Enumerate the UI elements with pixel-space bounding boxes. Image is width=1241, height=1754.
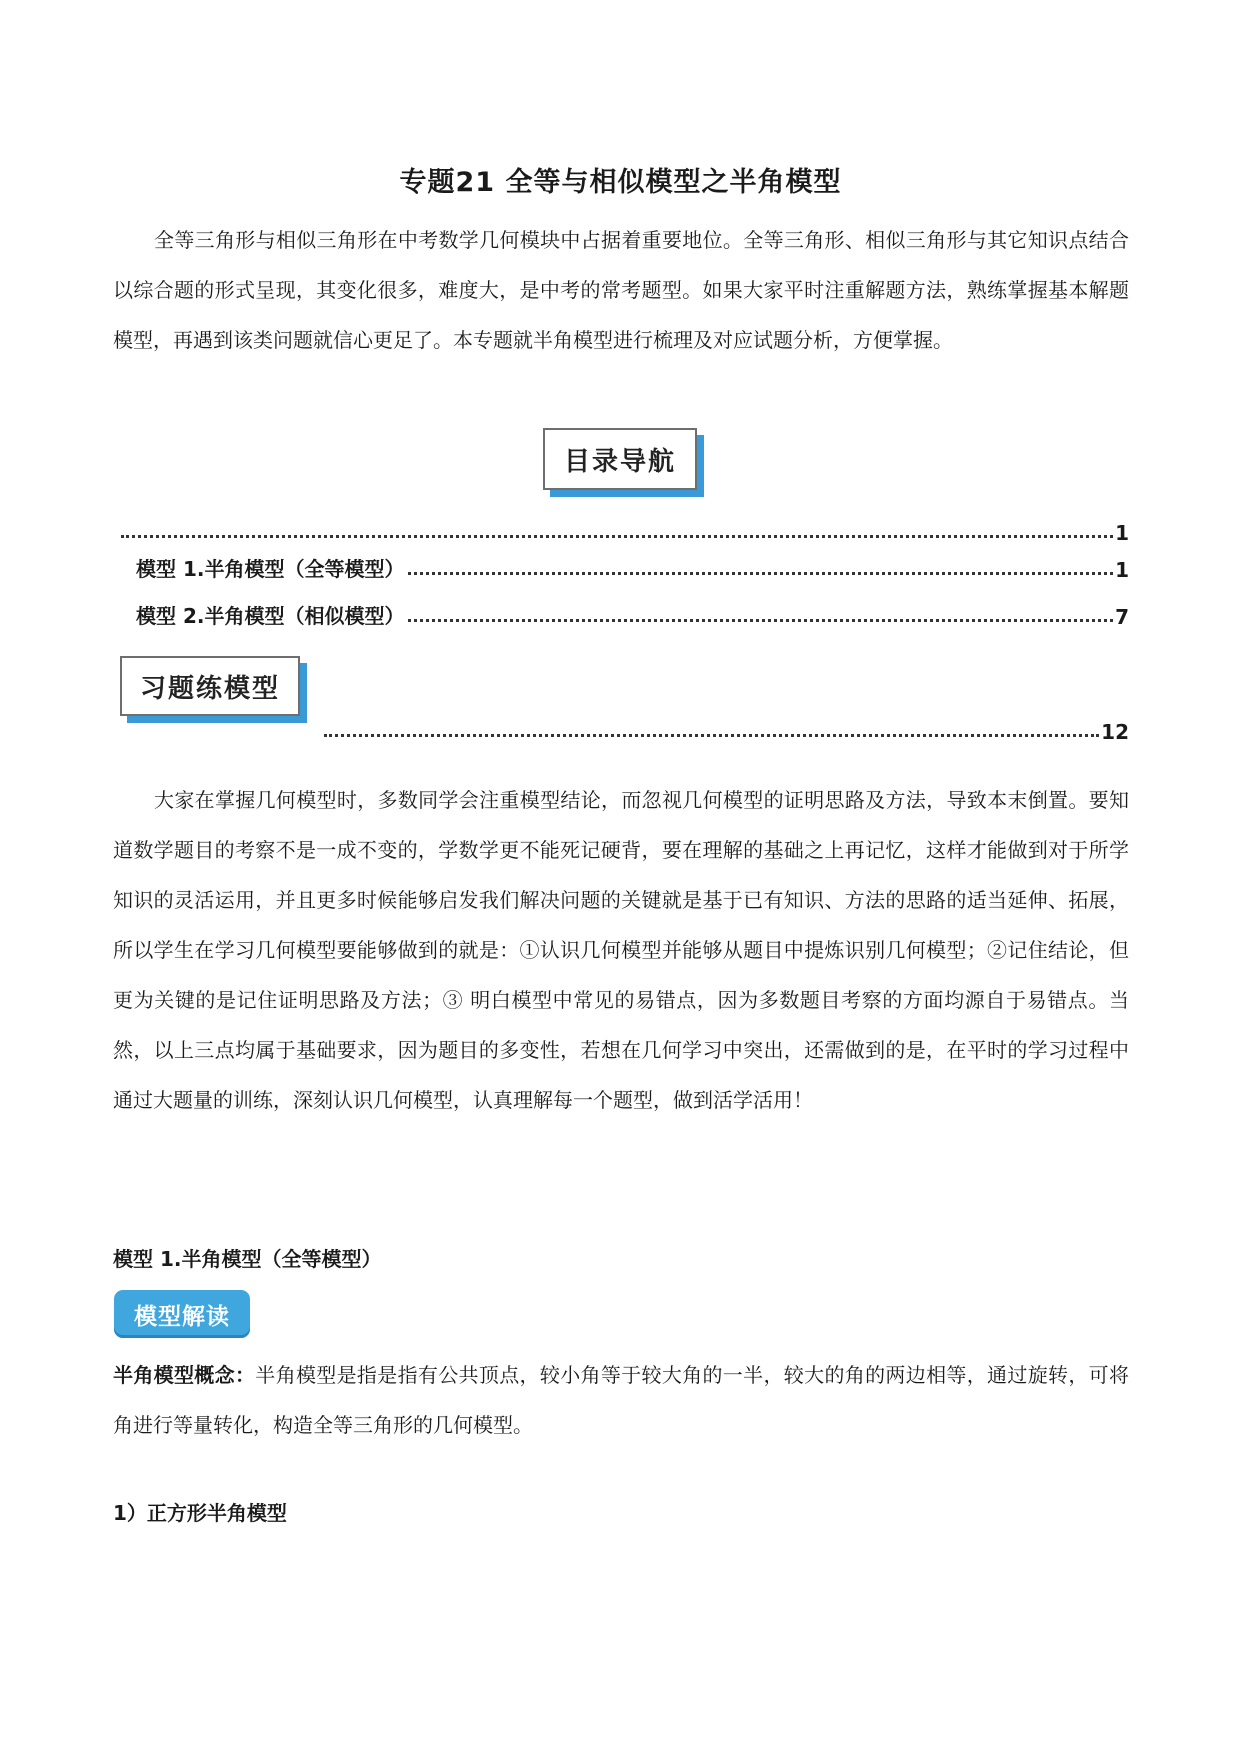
toc-entry-page: 12 [1101,720,1129,744]
model-reading-badge: 模型解读 [114,1290,250,1338]
intro-paragraph: 全等三角形与相似三角形在中考数学几何模块中占据着重要地位。全等三角形、相似三角形与其它知识点结合以综合题的形式呈现，其变化很多，难度大，是中考的常考题型。如果大家平时注重解题方法，熟练掌握基本解题模型，再遇到该类问题就信心更足了。本专题就半角模型进行梳理及对应试题分析，方便掌握。 [113,228,1129,352]
toc-leader-dots [408,619,1113,622]
toc-entry-exercises[interactable] [320,714,1129,744]
page-title: 专题21 全等与相似模型之半角模型 [399,167,842,198]
advice-paragraph: 大家在掌握几何模型时，多数同学会注重模型结论，而忽视几何模型的证明思路及方法，导致本末倒置。要知道数学题目的考察不是一成不变的，学数学更不能死记硬背，要在理解的基础之上再记忆，这样才能做到对于所学知识的灵活运用，并且更多时候能够启发我们解决问题的关键就是基于已有知识、方法的思路的适当延伸、拓展，所以学生在学习几何模型要能够做到的就是：①认识几何模型并能够从题目中提炼识别几何模型；②记住结论，但更为关键的是记住证明思路及方法；③ 明白模型中常见的易错点，因为多数题目考察的方面均源自于易错点。当然，以上三点均属于基础要求，因为题目的多变性，若想在几何学习中突出，还需做到的是，在平时的学习过程中通过大题量的训练，深刻认识几何模型，认真理解每一个题型，做到活学活用！ [113,788,1129,1112]
toc-entry-page: 1 [1115,558,1129,582]
model1-heading: 模型 1.半角模型（全等模型） [113,1247,382,1271]
square-half-angle-heading: 1）正方形半角模型 [113,1501,287,1525]
toc-leader-dots [324,734,1099,737]
toc-entry-model2[interactable] [136,599,1129,629]
concept-paragraph [113,1350,1129,1450]
toc-leader-dots [408,572,1113,575]
toc-entry[interactable] [117,515,1129,545]
toc-entry-page: 1 [1115,521,1129,545]
exercise-section-label: 习题练模型 [120,656,300,716]
concept-label: 半角模型概念： [113,1363,256,1387]
toc-entry-model1[interactable] [136,552,1129,582]
toc-entry-page: 7 [1115,605,1129,629]
toc-entry-label: 模型 2.半角模型（相似模型） [136,604,405,628]
toc-leader-dots [121,535,1113,538]
toc-entry-label: 模型 1.半角模型（全等模型） [136,557,405,581]
concept-text: 半角模型是指是指有公共顶点，较小角等于较大角的一半，较大的角的两边相等，通过旋转，可将角进行等量转化，构造全等三角形的几何模型。 [113,1363,1130,1437]
toc-navigation-label: 目录导航 [543,428,697,490]
